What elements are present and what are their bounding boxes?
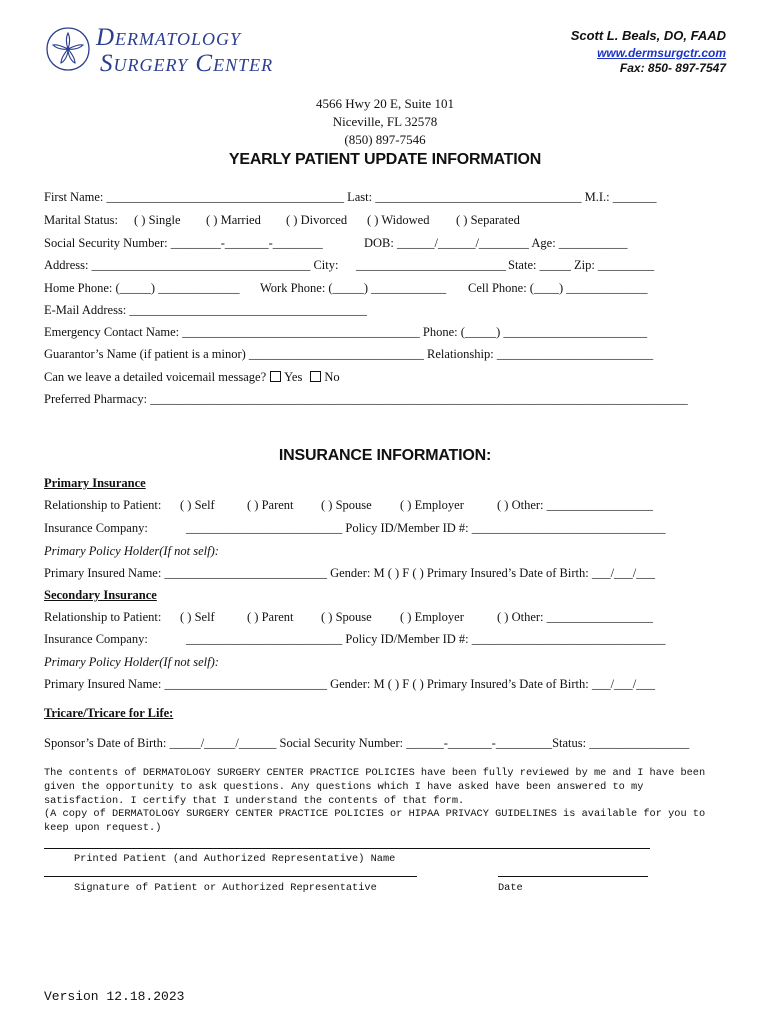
voicemail-label: Can we leave a detailed voicemail message?: [44, 370, 267, 384]
sponsor-field[interactable]: Sponsor’s Date of Birth: _____/_____/______ Social Security Number: ______-_______-_________Status: ________________: [44, 736, 690, 750]
date-line[interactable]: [498, 876, 648, 877]
secondary-insurance-heading: Secondary Insurance: [44, 588, 157, 602]
cell-phone-field[interactable]: Cell Phone: (____) _____________: [468, 281, 648, 295]
marital-status-label: Marital Status:: [44, 213, 118, 227]
address-field[interactable]: Address: ___________________________________ City:: [44, 258, 339, 272]
email-field[interactable]: E-Mail Address: ______________________________________: [44, 303, 367, 317]
primary-rel-spouse[interactable]: ( ) Spouse: [321, 498, 372, 512]
primary-company-field[interactable]: _________________________ Policy ID/Member ID #: _______________________________: [186, 521, 666, 535]
work-phone-field[interactable]: Work Phone: (_____) ____________: [260, 281, 447, 295]
state-zip-field[interactable]: State: _____ Zip: _________: [508, 258, 655, 272]
secondary-rel-spouse[interactable]: ( ) Spouse: [321, 610, 372, 624]
ssn-field[interactable]: Social Security Number: ________-_______-________: [44, 236, 323, 250]
primary-company-label: Insurance Company:: [44, 521, 148, 535]
secondary-rel-other[interactable]: ( ) Other: _________________: [497, 610, 653, 624]
secondary-company-label: Insurance Company:: [44, 632, 148, 646]
secondary-company-field[interactable]: _________________________ Policy ID/Member ID #: _______________________________: [186, 632, 666, 646]
marital-married-option[interactable]: ( ) Married: [206, 213, 261, 227]
secondary-rel-self[interactable]: ( ) Self: [180, 610, 215, 624]
form-title: YEARLY PATIENT UPDATE INFORMATION: [228, 151, 542, 168]
logo-line-2: Surgery Center: [100, 50, 274, 77]
printed-name-label: Printed Patient (and Authorized Representative) Name: [74, 853, 396, 865]
primary-relationship-label: Relationship to Patient:: [44, 498, 162, 512]
voicemail-no-label: No: [324, 370, 340, 384]
insurance-title: INSURANCE INFORMATION:: [278, 447, 492, 464]
home-phone-field[interactable]: Home Phone: (_____) _____________: [44, 281, 240, 295]
marital-single-option[interactable]: ( ) Single: [134, 213, 181, 227]
primary-rel-parent[interactable]: ( ) Parent: [247, 498, 294, 512]
secondary-holder-label: Primary Policy Holder(If not self):: [44, 655, 219, 669]
address-line-2: Niceville, FL 32578: [332, 114, 438, 129]
secondary-relationship-label: Relationship to Patient:: [44, 610, 162, 624]
primary-insured-name-field[interactable]: Primary Insured Name: __________________________ Gender: M ( ) F ( ) Primary Insured’s Date of Birth: ___/___/___: [44, 566, 656, 580]
logo-line-1: Dermatology: [96, 24, 242, 51]
dob-age-field[interactable]: DOB: ______/______/________ Age: ___________: [364, 236, 628, 250]
voicemail-yes-label: Yes: [284, 370, 303, 384]
secondary-rel-parent[interactable]: ( ) Parent: [247, 610, 294, 624]
primary-holder-label: Primary Policy Holder(If not self):: [44, 544, 219, 558]
city-field[interactable]: ________________________: [356, 258, 506, 272]
primary-rel-employer[interactable]: ( ) Employer: [400, 498, 464, 512]
emergency-contact-field[interactable]: Emergency Contact Name: ______________________________________ Phone: (_____) _______________________: [44, 325, 648, 339]
doctor-name: Scott L. Beals, DO, FAAD: [570, 28, 726, 43]
primary-insurance-heading: Primary Insurance: [44, 476, 146, 490]
pharmacy-field[interactable]: Preferred Pharmacy: ______________________________________________________________________________________: [44, 392, 688, 406]
signature-label: Signature of Patient or Authorized Representative: [74, 882, 377, 894]
tricare-heading: Tricare/Tricare for Life:: [44, 706, 174, 720]
clinic-phone: (850) 897-7546: [344, 132, 426, 147]
address-line-1: 4566 Hwy 20 E, Suite 101: [316, 96, 454, 111]
date-label: Date: [498, 882, 523, 894]
policy-statement: The contents of DERMATOLOGY SURGERY CENTER PRACTICE POLICIES have been fully reviewed by me and I have been given the opportunity to ask questions. Any questions which I have asked have been answered to my satisfaction. I certify that I understand the contents of that form.: [44, 767, 706, 807]
voicemail-yes-checkbox[interactable]: [270, 371, 281, 382]
policy-copy-note: (A copy of DERMATOLOGY SURGERY CENTER PRACTICE POLICIES or HIPAA PRIVACY GUIDELINES is available for you to keep upon request.): [44, 808, 706, 834]
sand-dollar-logo-icon: [44, 25, 92, 73]
voicemail-no-checkbox[interactable]: [310, 371, 321, 382]
website-link[interactable]: www.dermsurgctr.com: [597, 46, 726, 60]
marital-widowed-option[interactable]: ( ) Widowed: [367, 213, 430, 227]
marital-divorced-option[interactable]: ( ) Divorced: [286, 213, 348, 227]
primary-rel-other[interactable]: ( ) Other: _________________: [497, 498, 653, 512]
fax-number: Fax: 850- 897-7547: [619, 61, 726, 75]
primary-rel-self[interactable]: ( ) Self: [180, 498, 215, 512]
secondary-rel-employer[interactable]: ( ) Employer: [400, 610, 464, 624]
version-label: Version 12.18.2023: [44, 989, 185, 1004]
voicemail-question: [44, 370, 340, 385]
first-name-field[interactable]: First Name: ______________________________________ Last: _________________________________ M.I.: _______: [44, 190, 657, 204]
secondary-insured-name-field[interactable]: Primary Insured Name: __________________________ Gender: M ( ) F ( ) Primary Insured’s Date of Birth: ___/___/___: [44, 677, 656, 691]
printed-name-line[interactable]: [44, 848, 650, 849]
guarantor-field[interactable]: Guarantor’s Name (if patient is a minor) ____________________________ Relationship: _________________________: [44, 347, 654, 361]
signature-line[interactable]: [44, 876, 417, 877]
marital-separated-option[interactable]: ( ) Separated: [456, 213, 520, 227]
